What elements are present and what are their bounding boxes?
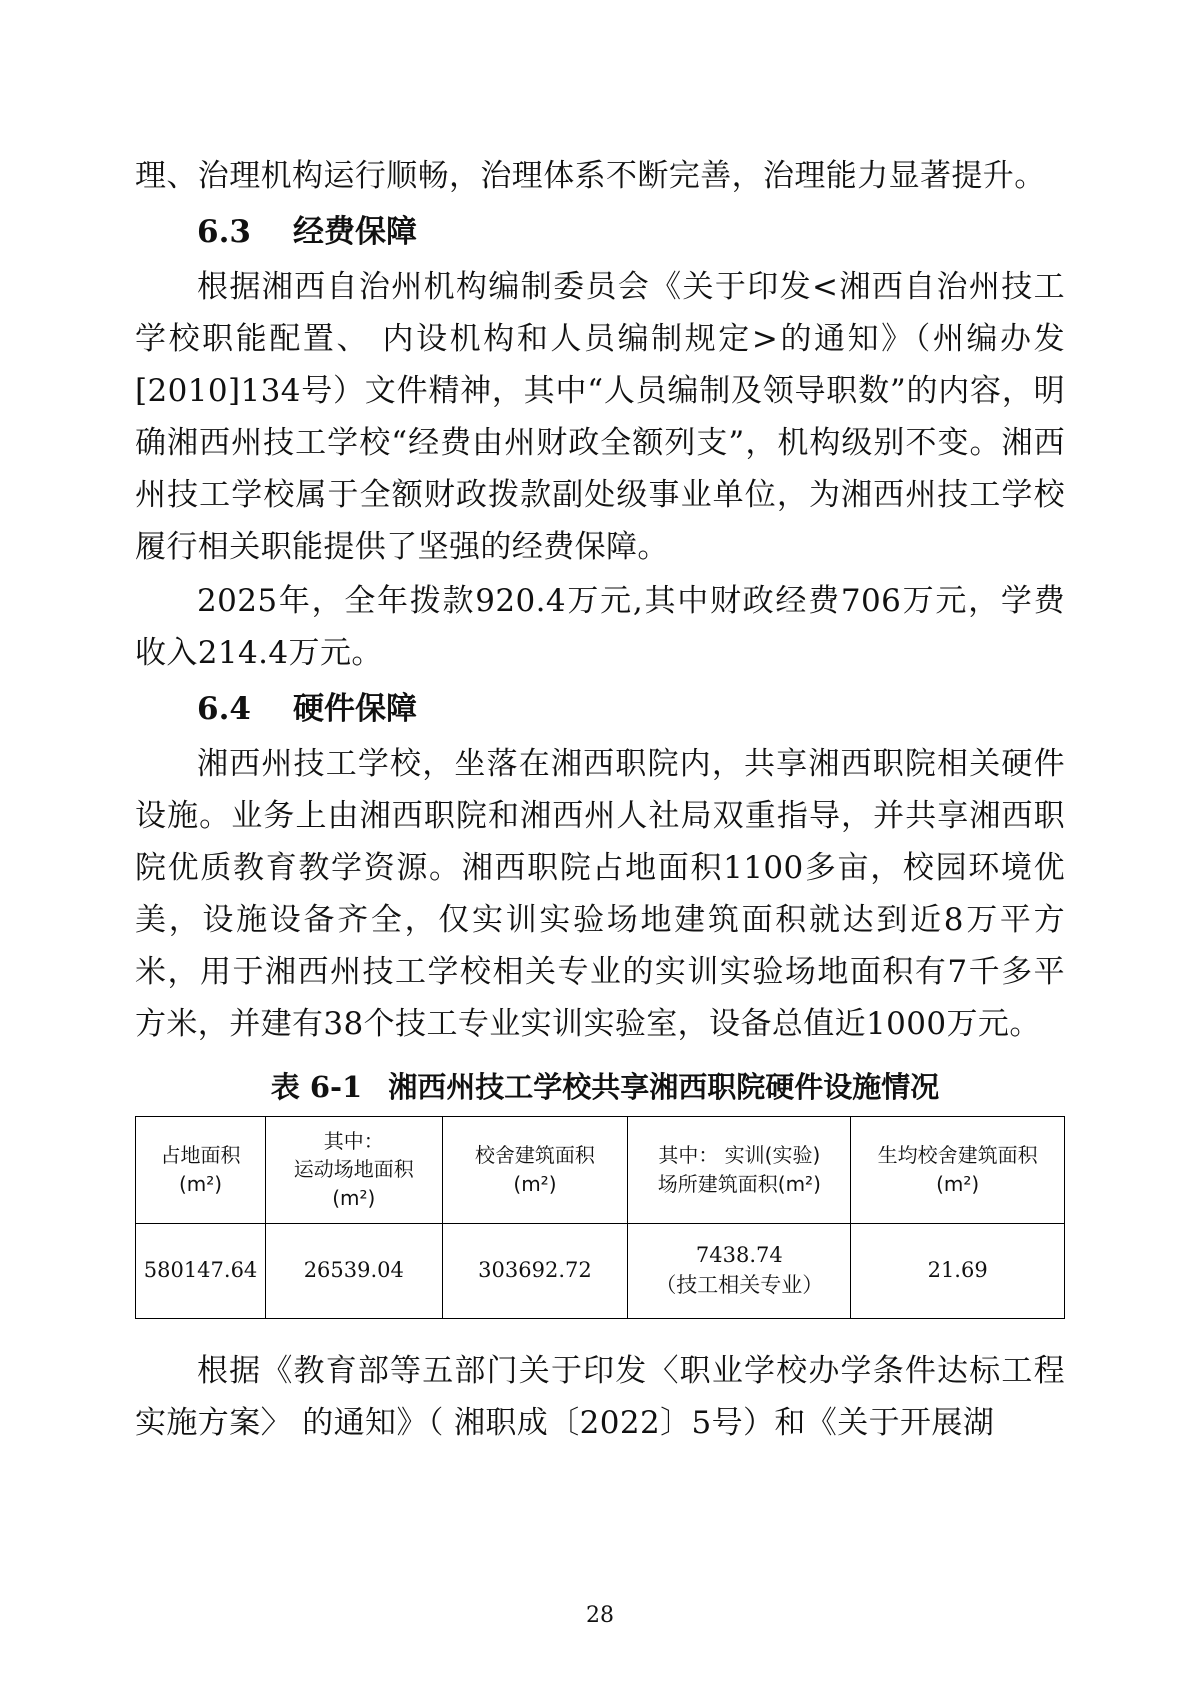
- table-header-cell: [136, 1116, 266, 1223]
- table-cell: [136, 1223, 266, 1318]
- cell-line: 580147.64: [143, 1257, 258, 1282]
- header-line: (m²): [332, 1185, 376, 1210]
- header-line: (m²): [513, 1171, 557, 1196]
- table-header-row: [136, 1116, 1065, 1223]
- table-cell: [628, 1223, 851, 1318]
- header-line: (m²): [936, 1171, 980, 1196]
- table-caption: [145, 1065, 1065, 1106]
- header-line: 运动场地面积: [293, 1157, 414, 1182]
- header-line: 占地面积: [160, 1143, 241, 1168]
- paragraph-after-table: 根据《教育部等五部门关于印发〈职业学校办学条件达标工程实施方案〉 的通知》（ 湘职成〔2022〕5号）和《关于开展湖: [135, 1352, 1065, 1441]
- heading-6-4-title: 硬件保障: [293, 691, 417, 728]
- cell-line: （技工相关专业）: [655, 1272, 824, 1297]
- hardware-facilities-table: [135, 1116, 1065, 1319]
- cell-line: 7438.74: [695, 1242, 783, 1267]
- heading-6-3: [135, 206, 1065, 259]
- header-line: 其中： 实训(实验): [658, 1143, 821, 1168]
- header-line: 生均校舍建筑面积: [877, 1143, 1038, 1168]
- cell-line: 21.69: [927, 1257, 988, 1282]
- heading-6-4: [135, 683, 1065, 736]
- paragraph-continued-top: 理、治理机构运行顺畅，治理体系不断完善，治理能力显著提升。: [135, 158, 1046, 194]
- paragraph-funding-2: 2025年，全年拨款920.4万元,其中财政经费706万元，学费收入214.4万元。: [135, 583, 1065, 672]
- heading-6-4-number: 6.4: [197, 691, 251, 728]
- table-cell: [266, 1223, 443, 1318]
- table-header-cell: [628, 1116, 851, 1223]
- cell-line: 26539.04: [303, 1257, 404, 1282]
- heading-6-3-title: 经费保障: [293, 214, 417, 251]
- header-line: 场所建筑面积(m²): [657, 1171, 821, 1196]
- paragraph-hardware-1: 湘西州技工学校，坐落在湘西职院内，共享湘西职院相关硬件设施。业务上由湘西职院和湘西州人社局双重指导，并共享湘西职院优质教育教学资源。湘西职院占地面积1100多亩，校园环境优美，设施设备齐全，仅实训实验场地建筑面积就达到近8万平方米，用于湘西州技工学校相关专业的实训实验场地面积有7千多平方米，并建有38个技工专业实训实验室，设备总值近1000万元。: [135, 746, 1065, 1043]
- table-caption-title: 湘西州技工学校共享湘西职院硬件设施情况: [388, 1069, 940, 1104]
- table-row: [136, 1223, 1065, 1318]
- table-header-cell: [851, 1116, 1065, 1223]
- table-header-cell: [266, 1116, 443, 1223]
- table-caption-number: 表 6-1: [270, 1069, 363, 1104]
- heading-6-3-number: 6.3: [197, 214, 251, 251]
- table-cell: [851, 1223, 1065, 1318]
- page-number: 28: [586, 1603, 614, 1628]
- table-cell: [442, 1223, 628, 1318]
- paragraph-funding-1: 根据湘西自治州机构编制委员会《关于印发<湘西自治州技工学校职能配置、 内设机构和人员编制规定>的通知》（州编办发[2010]134号）文件精神，其中“人员编制及领导职数”的内容，明确湘西州技工学校“经费由州财政全额列支”，机构级别不变。湘西州技工学校属于全额财政拨款副处级事业单位，为湘西州技工学校履行相关职能提供了坚强的经费保障。: [135, 268, 1065, 566]
- header-line: (m²): [178, 1171, 223, 1196]
- header-line: 校舍建筑面积: [474, 1143, 595, 1168]
- header-line: 其中：: [323, 1128, 384, 1153]
- table-header-cell: [442, 1116, 628, 1223]
- cell-line: 303692.72: [478, 1257, 592, 1282]
